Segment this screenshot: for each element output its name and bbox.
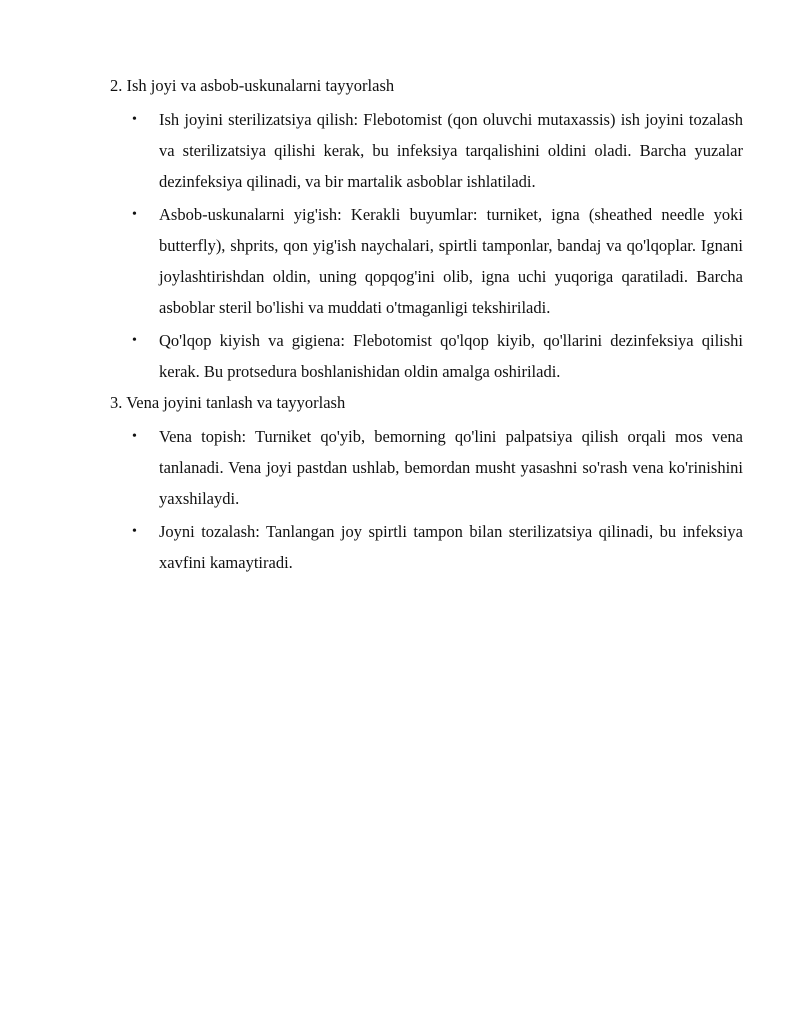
list-item: [110, 421, 750, 514]
document-body: [110, 74, 750, 582]
list-item: [110, 516, 750, 578]
bullet-icon: •: [132, 207, 137, 222]
list-item-text: Joyni tozalash: Tanlangan joy spirtli tampon bilan sterilizatsiya qilinadi, bu infeksiya xavfini kamaytiradi.: [159, 522, 743, 572]
list-item-text: Ish joyini sterilizatsiya qilish: Flebotomist (qon oluvchi mutaxassis) ish joyini tozalash va sterilizatsiya qilishi kerak, bu infeksiya tarqalishini oldini oladi. Barcha yuzalar dezinfeksiya qilinadi, va bir martalik asboblar ishlatiladi.: [159, 110, 743, 191]
bullet-icon: •: [132, 429, 137, 444]
bullet-icon: •: [132, 524, 137, 539]
vein-selection-list: [110, 421, 750, 578]
bullet-icon: •: [132, 112, 137, 127]
list-item: [110, 199, 750, 323]
list-item-text: Vena topish: Turniket qo'yib, bemorning qo'lini palpatsiya qilish orqali mos vena tanlanadi. Vena joyi pastdan ushlab, bemordan musht yasashni so'rash vena ko'rinishini yaxshilaydi.: [159, 427, 743, 508]
bullet-icon: •: [132, 333, 137, 348]
list-item: [110, 325, 750, 387]
list-item-text: Qo'lqop kiyish va gigiena: Flebotomist qo'lqop kiyib, qo'llarini dezinfeksiya qilishi kerak. Bu protsedura boshlanishidan oldin amalga oshiriladi.: [159, 331, 743, 381]
section-heading-vein-selection: 3. Vena joyini tanlash va tayyorlash: [110, 393, 346, 412]
section-heading-workplace-preparation: 2. Ish joyi va asbob-uskunalarni tayyorlash: [110, 76, 395, 95]
list-item: [110, 104, 750, 197]
list-item-text: Asbob-uskunalarni yig'ish: Kerakli buyumlar: turniket, igna (sheathed needle yoki butterfly), shprits, qon yig'ish naychalari, spirtli tamponlar, bandaj va qo'lqoplar. Ignani joylashtirishdan oldin, uning qopqog'ini olib, igna uchi yuqoriga qaratiladi. Barcha asboblar steril bo'lishi va muddati o'tmaganligi tekshiriladi.: [159, 205, 743, 317]
workplace-preparation-list: [110, 104, 750, 387]
